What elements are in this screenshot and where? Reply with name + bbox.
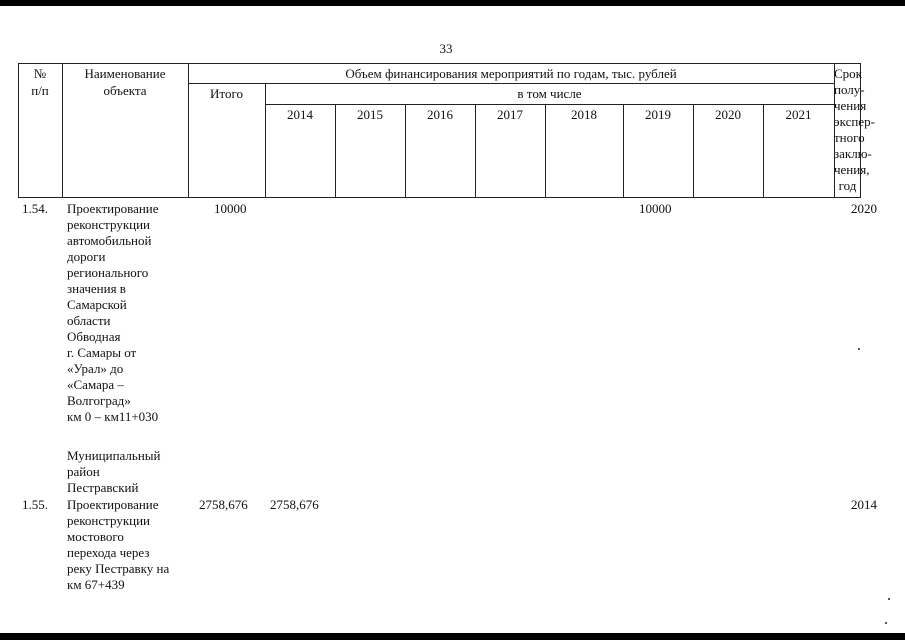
header-year: 2015 — [357, 107, 383, 122]
row-name-line: Обводная — [67, 329, 121, 344]
header-number-label: № — [33, 66, 47, 81]
header-term-label: полу- — [834, 82, 865, 97]
row-year-2019: 10000 — [639, 201, 672, 216]
row-name-line: реку Пестравку на — [67, 561, 170, 576]
header-including-label: в том числе — [517, 86, 582, 101]
row-name-line: «Урал» до — [67, 361, 124, 376]
row-name-line: значения в — [67, 281, 126, 296]
header-term-label: Срок — [834, 66, 862, 81]
header-term-label: чения, — [834, 162, 870, 177]
header-year: 2017 — [497, 107, 523, 122]
row-name-line: г. Самары от — [67, 345, 137, 360]
row-term: 2014 — [851, 497, 877, 512]
top-border-bar — [0, 0, 905, 6]
section-heading-line: район — [67, 464, 100, 479]
page-number: 33 — [439, 41, 453, 56]
header-year: 2020 — [715, 107, 741, 122]
section-heading-line: Пестравский — [67, 480, 139, 495]
row-name-line: км 0 – км11+030 — [67, 409, 159, 424]
row-name-line: регионального — [67, 265, 149, 280]
row-name — [67, 497, 197, 593]
row-name-line: автомобильной — [67, 233, 152, 248]
scan-speck — [858, 348, 860, 350]
row-number: 1.54. — [22, 201, 48, 216]
header-term-label: заклю- — [834, 146, 872, 161]
row-name-line: Проектирование — [67, 201, 159, 216]
row-total: 10000 — [214, 201, 247, 216]
row-name-line: реконструкции — [67, 217, 151, 232]
header-name-label: объекта — [103, 83, 147, 98]
header-volume-label: Объем финансирования мероприятий по годам, тыс. рублей — [345, 66, 677, 81]
header-divider — [188, 83, 834, 84]
header-term-label: тного — [834, 130, 865, 145]
header-year: 2014 — [287, 107, 313, 122]
header-year: 2021 — [785, 107, 812, 122]
bottom-border-bar — [0, 633, 905, 640]
header-year: 2018 — [571, 107, 597, 122]
header-divider — [265, 104, 834, 105]
row-name-line: Проектирование — [67, 497, 159, 512]
header-term-label: год — [838, 178, 857, 193]
header-term-label: экспер- — [834, 114, 875, 129]
header-top-line — [18, 63, 861, 64]
scan-speck — [888, 598, 890, 600]
row-name-line: перехода через — [67, 545, 150, 560]
row-name-line: дороги — [67, 249, 106, 264]
row-total: 2758,676 — [199, 497, 248, 512]
header-term-label: чения — [834, 98, 867, 113]
row-term: 2020 — [851, 201, 877, 216]
row-name-line: км 67+439 — [67, 577, 125, 592]
row-name-line: области — [67, 313, 111, 328]
row-year-2014: 2758,676 — [270, 497, 319, 512]
header-year: 2019 — [645, 107, 671, 122]
header-total-label: Итого — [210, 86, 243, 101]
row-name-line: «Самара – — [67, 377, 124, 392]
scan-speck — [885, 622, 887, 624]
header-year: 2016 — [427, 107, 453, 122]
row-name-line: Волгоград» — [67, 393, 131, 408]
row-name-line: реконструкции — [67, 513, 151, 528]
section-heading — [67, 448, 197, 496]
row-name-line: мостового — [67, 529, 124, 544]
row-name — [67, 201, 197, 425]
header-name-label: Наименование — [84, 66, 166, 81]
header-number-label: п/п — [31, 83, 49, 98]
section-heading-line: Муниципальный — [67, 448, 161, 463]
row-name-line: Самарской — [67, 297, 127, 312]
row-number: 1.55. — [22, 497, 48, 512]
